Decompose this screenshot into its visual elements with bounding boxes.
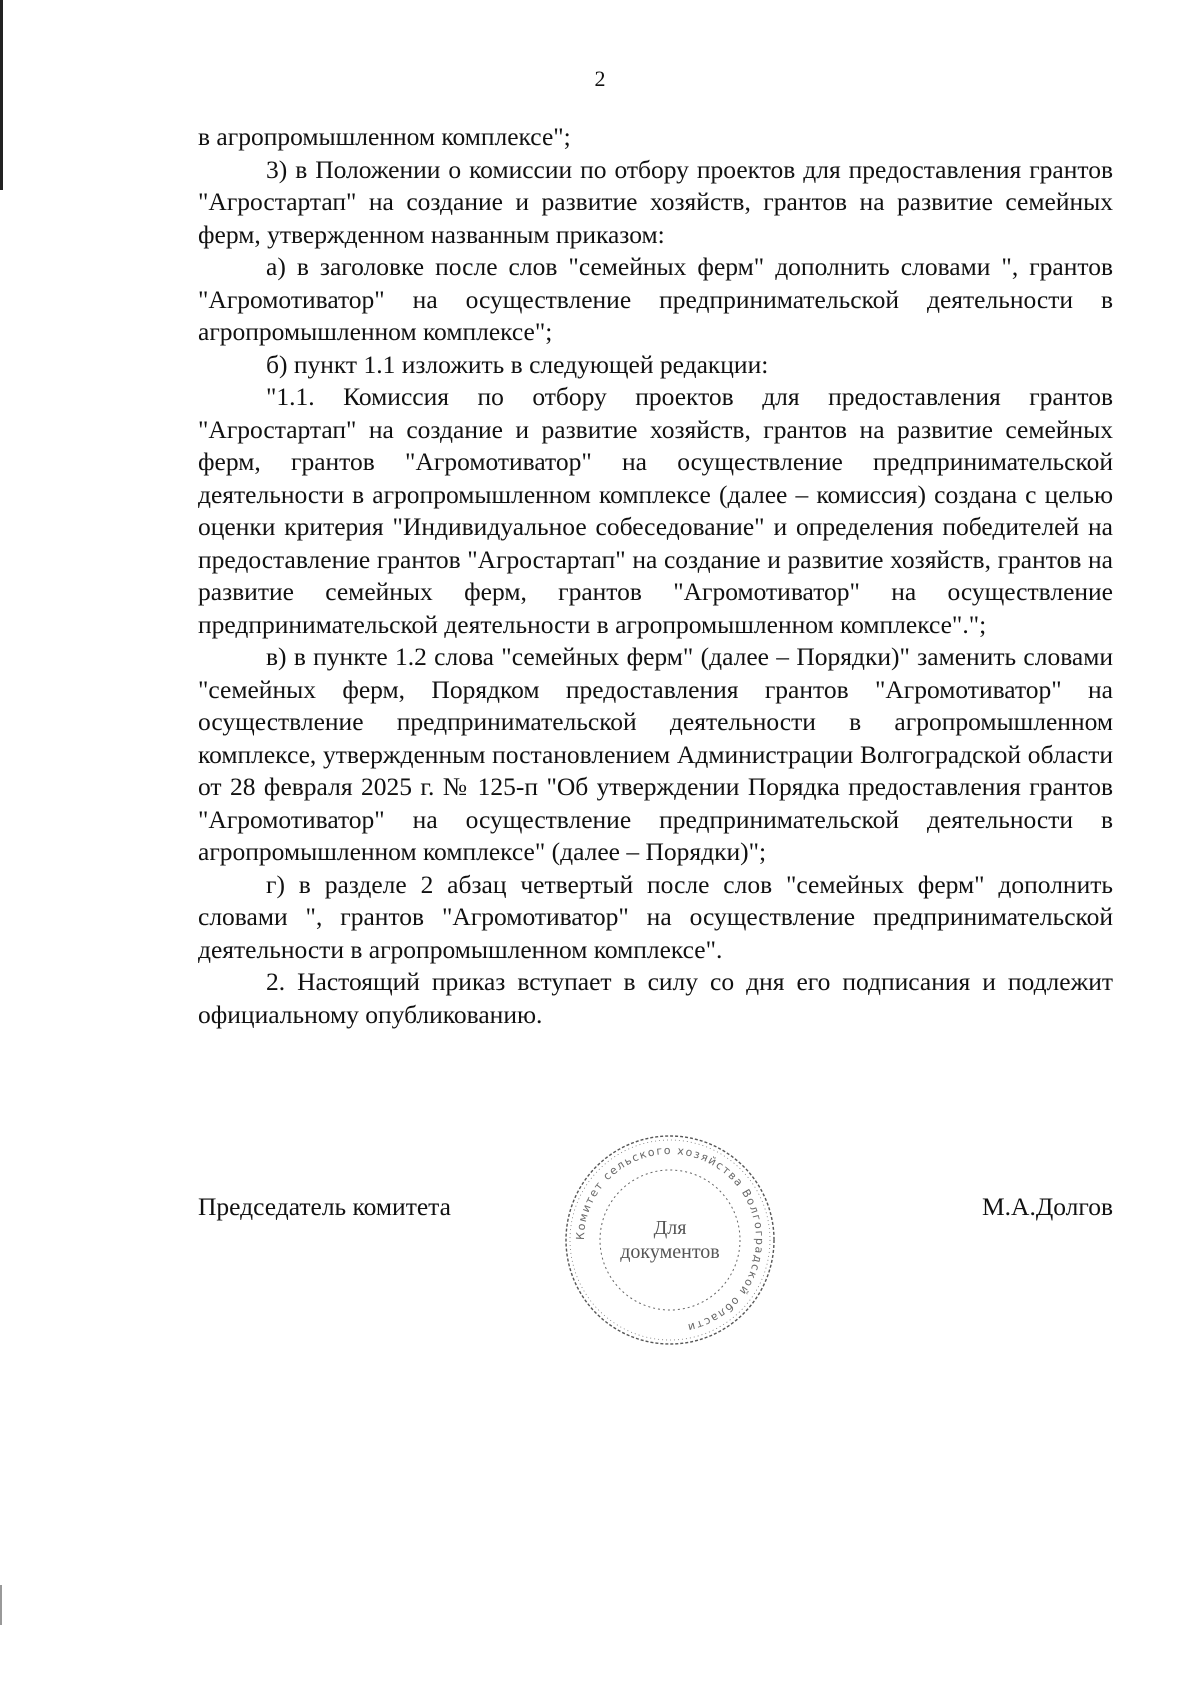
paragraph-item-b: б) пункт 1.1 изложить в следующей редакции: bbox=[266, 349, 769, 379]
paragraph-item-a: а) в заголовке после слов "семейных ферм" дополнить словами ", грантов "Агромотиватор" на осуществление предпринимательской деятельности в агропромышленном комплексе"; bbox=[198, 252, 1113, 346]
paragraph-continuation: в агропромышленном комплексе"; bbox=[198, 122, 571, 151]
scan-edge-tick bbox=[0, 1585, 2, 1625]
paragraph-point-2: 2. Настоящий приказ вступает в силу со дня его подписания и подлежит официальному опубликованию. bbox=[198, 967, 1113, 1029]
signatory-title: Председатель комитета bbox=[198, 1192, 451, 1221]
paragraph-clause-1-1: "1.1. Комиссия по отбору проектов для предоставления грантов "Агростартап" на создание и развитие хозяйств, грантов на развитие семейных ферм, грантов "Агромотиватор" на осуществление предпринимательской деятельности в агропромышленном комплексе (далее – комиссия) создана с целью оценки критерия "Индивидуальное собеседование" и определения победителей на предоставление грантов "Агростартап" на создание и развитие хозяйств, грантов на развитие семейных ферм, грантов "Агромотиватор" на осуществление предпринимательской деятельности в агропромышленном комплексе"."; bbox=[198, 382, 1113, 639]
svg-text:Комитет сельского хозяйства Во bbox=[574, 1144, 766, 1334]
official-seal-stamp bbox=[560, 1130, 780, 1350]
scan-edge-mark bbox=[0, 0, 3, 190]
page-number: 2 bbox=[594, 66, 606, 91]
paragraph-item-3: 3) в Положении о комиссии по отбору проектов для предоставления грантов "Агростартап" на создание и развитие хозяйств, грантов на развитие семейных ферм, утвержденном названным приказом: bbox=[198, 154, 1113, 249]
document-body bbox=[198, 121, 1113, 1031]
stamp-center-line1: Для bbox=[653, 1217, 687, 1239]
signatory-name: М.А.Долгов bbox=[982, 1192, 1113, 1221]
stamp-center-line2: документов bbox=[620, 1241, 720, 1263]
paragraph-item-v: в) в пункте 1.2 слова "семейных ферм" (далее – Порядки)" заменить словами "семейных ферм, Порядком предоставления грантов "Агромотиватор" на осуществление предпринимательской деятельности в агропромышленном комплексе, утвержденным постановлением Администрации Волгоградской области от 28 февраля 2025 г. № 125-п "Об утверждении Порядка предоставления грантов "Агромотиватор" на осуществление предпринимательской деятельности в агропромышленном комплексе" (далее – Порядки)"; bbox=[198, 642, 1113, 866]
paragraph-item-g: г) в разделе 2 абзац четвертый после слов "семейных ферм" дополнить словами ", грантов "Агромотиватор" на осуществление предпринимательской деятельности в агропромышленном комплексе". bbox=[198, 869, 1113, 964]
stamp-ring-text: Комитет сельского хозяйства Волгоградской области bbox=[573, 1143, 767, 1335]
